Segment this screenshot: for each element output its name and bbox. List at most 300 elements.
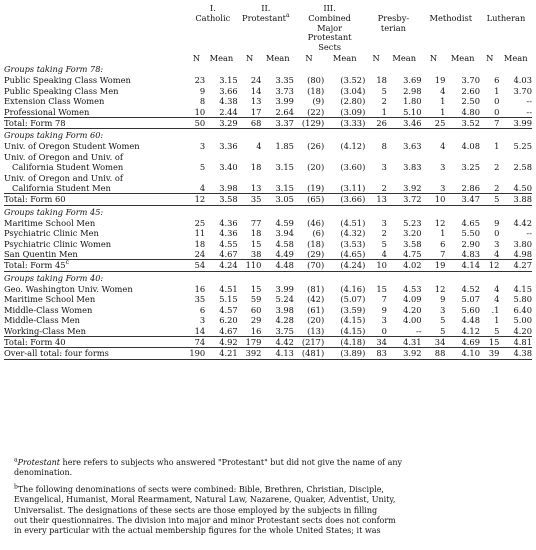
- cell-pr-m: 4.53: [403, 283, 422, 294]
- cell-cm-m: (4.24): [324, 260, 365, 271]
- cell-pr-m: 5.23: [403, 217, 422, 228]
- cell-cm-m: (3.33): [324, 118, 365, 129]
- cell-c-n: 50: [188, 118, 205, 129]
- cell-c-m: 3.66: [219, 85, 238, 96]
- cell-pr-n: 2: [381, 228, 387, 239]
- group-header-row: [4, 129, 532, 142]
- cell-lu-m: 4.50: [513, 183, 532, 194]
- cell-p-m: 5.24: [275, 294, 294, 305]
- cell-c-m: 4.57: [219, 304, 238, 315]
- cell-lu-n: 9: [494, 217, 500, 228]
- cell-c-n: 14: [194, 325, 206, 336]
- cell-pr-m: 3.69: [403, 75, 422, 86]
- cell-c-m: 4.36: [219, 217, 238, 228]
- cell-me-m: 4.48: [461, 315, 480, 326]
- cell-p-m: 4.59: [275, 217, 294, 228]
- cell-lu-n: 39: [480, 348, 499, 359]
- cell-p-m: 2.64: [275, 106, 294, 117]
- cell-lu-n: 4: [494, 294, 500, 305]
- group-title: Groups taking Form 78:: [4, 64, 104, 75]
- cell-p-n: 4: [256, 141, 262, 152]
- cell-pr-m: 4.20: [403, 304, 422, 315]
- mean-header: Mean: [265, 52, 290, 63]
- cell-lu-n: .1: [491, 304, 500, 315]
- cell-lu-m: 5.25: [513, 141, 532, 152]
- cell-c-n: 25: [194, 217, 206, 228]
- cell-cm-m: (3.09): [340, 106, 366, 117]
- n-header: N: [245, 52, 254, 63]
- cell-c-m: 4.36: [219, 228, 238, 239]
- cell-lu-n: 5: [480, 194, 499, 205]
- cell-cm-m: (4.32): [340, 228, 366, 239]
- catholic-header: I. Catholic: [195, 4, 231, 23]
- group-title: Groups taking Form 60:: [4, 130, 104, 141]
- cell-cm-m: (4.12): [340, 141, 366, 152]
- row-label: Geo. Washington Univ. Women: [4, 283, 133, 294]
- cell-lu-m: --: [526, 106, 532, 117]
- cell-lu-m: 4.98: [513, 249, 532, 260]
- cell-me-n: 4: [440, 85, 446, 96]
- cell-cm-n: (42): [307, 294, 325, 305]
- cell-cm-m: (3.59): [340, 304, 366, 315]
- cell-pr-n: 3: [381, 315, 387, 326]
- cell-lu-n: 0: [494, 106, 500, 117]
- cell-me-m: 2.50: [461, 96, 480, 107]
- row-label: San Quentin Men: [4, 249, 78, 260]
- cell-cm-n: (22): [307, 106, 325, 117]
- cell-c-m: 2.44: [219, 106, 238, 117]
- cell-me-m: 5.50: [461, 228, 480, 239]
- cell-cm-m: (4.51): [340, 217, 366, 228]
- cell-p-n: 14: [250, 85, 262, 96]
- cell-p-m: 3.37: [261, 118, 293, 129]
- cell-c-m: 4.67: [219, 325, 238, 336]
- cell-lu-m: 3.70: [513, 85, 532, 96]
- cell-c-n: 6: [199, 304, 206, 315]
- table-row: [4, 86, 532, 96]
- cell-pr-m: 3.46: [387, 118, 422, 129]
- cell-pr-n: 8: [381, 141, 387, 152]
- cell-lu-n: 3: [494, 238, 500, 249]
- cell-pr-n: 7: [381, 294, 387, 305]
- cell-c-m: 4.24: [205, 260, 237, 271]
- cell-c-n: 35: [194, 294, 206, 305]
- cell-lu-n: 15: [480, 336, 499, 347]
- row-label: Total: Form 40: [4, 336, 188, 347]
- cell-lu-n: 12: [480, 260, 499, 271]
- lutheran-header: Lutheran: [486, 12, 526, 23]
- cell-p-m: 3.73: [275, 85, 294, 96]
- cell-pr-n: 15: [376, 283, 387, 294]
- cell-pr-n: 34: [365, 336, 387, 347]
- cell-c-m: 3.40: [219, 162, 238, 173]
- cell-pr-m: 5.10: [403, 106, 422, 117]
- footnote-a-text: here refers to subjects who answered "Protestant" but did not give the name of any: [60, 458, 403, 467]
- cell-lu-n: 2: [494, 183, 500, 194]
- cell-pr-m: 3.72: [387, 194, 422, 205]
- group-header-row: [4, 205, 532, 218]
- cell-c-m: 4.92: [205, 336, 237, 347]
- cell-lu-n: 4: [494, 283, 500, 294]
- cell-cm-n: (65): [294, 194, 324, 205]
- row-label: Total: Form 78: [4, 118, 188, 129]
- n-mean-header-row: [4, 53, 532, 63]
- cell-me-m: 4.80: [461, 106, 480, 117]
- cell-cm-n: (217): [294, 336, 324, 347]
- cell-cm-n: (20): [307, 315, 325, 326]
- cell-me-m: 4.10: [445, 348, 480, 359]
- mean-header: Mean: [392, 52, 417, 63]
- n-header: N: [192, 52, 201, 63]
- cell-pr-m: 3.92: [387, 348, 422, 359]
- footnotes: [14, 458, 528, 543]
- overall-total-row: [4, 348, 532, 359]
- table-row: [4, 305, 532, 315]
- protestant-header: II. Protestant$^a$: [242, 4, 290, 23]
- row-label: Psychiatric Clinic Men: [4, 228, 99, 239]
- cell-c-m: 3.29: [205, 118, 237, 129]
- cell-p-n: 392: [238, 348, 262, 359]
- row-label: Professional Women: [4, 106, 90, 117]
- cell-pr-m: 4.02: [387, 260, 422, 271]
- cell-me-m: 5.60: [461, 304, 480, 315]
- cell-cm-n: (26): [307, 141, 325, 152]
- cell-lu-n: 1: [494, 141, 500, 152]
- row-label: Maritime School Men: [4, 294, 96, 305]
- presbyterian-header: Presby- terian: [377, 12, 410, 33]
- cell-c-n: 8: [199, 96, 206, 107]
- cell-cm-m: (5.07): [340, 294, 366, 305]
- cell-lu-m: 4.15: [513, 283, 532, 294]
- cell-me-n: 19: [434, 75, 446, 86]
- cell-lu-m: 5.80: [513, 294, 532, 305]
- cell-p-n: 110: [238, 260, 262, 271]
- n-header: N: [429, 52, 438, 63]
- table-row: [4, 249, 532, 260]
- cell-lu-n: 0: [494, 96, 500, 107]
- cell-cm-m: (4.16): [340, 283, 366, 294]
- table-row: [4, 152, 532, 173]
- cell-pr-n: 5: [381, 238, 387, 249]
- cell-pr-n: 9: [381, 304, 387, 315]
- table-row: [4, 218, 532, 228]
- cell-p-n: 35: [238, 194, 262, 205]
- cell-lu-n: 1: [494, 85, 500, 96]
- cell-pr-n: 2: [381, 96, 387, 107]
- religion-scores-table: [4, 4, 532, 360]
- cell-pr-n: 10: [365, 260, 387, 271]
- methodist-header: Methodist: [429, 12, 473, 23]
- row-label: Univ. of Oregon and Univ. of California Student Women: [4, 151, 124, 173]
- cell-me-m: 3.47: [445, 194, 480, 205]
- group-title: Groups taking Form 40:: [4, 272, 104, 283]
- cell-me-n: 1: [440, 96, 446, 107]
- cell-c-m: 4.55: [219, 238, 238, 249]
- cell-p-m: 3.75: [275, 325, 294, 336]
- cell-me-n: 10: [422, 194, 446, 205]
- cell-c-n: 9: [199, 85, 206, 96]
- cell-me-m: 2.90: [461, 238, 480, 249]
- table-row: [4, 326, 532, 337]
- cell-me-n: 4: [440, 141, 446, 152]
- cell-p-n: 77: [250, 217, 262, 228]
- cell-c-m: 3.15: [219, 75, 238, 86]
- cell-lu-m: 3.99: [499, 118, 532, 129]
- cell-p-n: 60: [250, 304, 262, 315]
- row-label: Extension Class Women: [4, 96, 105, 107]
- cell-me-n: 12: [434, 217, 446, 228]
- cell-me-n: 9: [440, 294, 446, 305]
- cell-c-n: 24: [194, 249, 206, 260]
- n-header: N: [305, 52, 313, 63]
- cell-me-n: 3: [440, 183, 446, 194]
- cell-lu-n: 5: [494, 325, 500, 336]
- cell-me-n: 5: [440, 315, 446, 326]
- table-row: [4, 96, 532, 106]
- cell-c-n: 5: [199, 162, 206, 173]
- cell-pr-n: 0: [381, 325, 387, 336]
- mean-header: Mean: [332, 52, 357, 63]
- row-label: Middle-Class Women: [4, 304, 93, 315]
- cell-me-n: 19: [422, 260, 446, 271]
- cell-cm-n: (481): [294, 348, 324, 359]
- cell-cm-n: (129): [294, 118, 324, 129]
- cell-me-m: 2.86: [461, 183, 480, 194]
- cell-me-m: 5.07: [461, 294, 480, 305]
- cell-me-m: 2.60: [461, 85, 480, 96]
- cell-me-m: 4.69: [445, 336, 480, 347]
- cell-pr-n: 13: [365, 194, 387, 205]
- cell-me-n: 5: [440, 325, 446, 336]
- cell-me-m: 4.12: [461, 325, 480, 336]
- cell-p-m: 4.28: [275, 315, 294, 326]
- cell-p-m: 3.99: [275, 96, 294, 107]
- row-label: Working-Class Men: [4, 325, 86, 336]
- footnote-b: $^b$The following denominations of sects were combined: Bible, Brethren, Christian, Disciple, Evangelical, Humanist, Moral Rearmament, Natural Law, Nazarene, Quaker, Adventist, Unity, Universalist. The designations of these sects are those employed by the subjects in filling out their questionnaires. The division into major and minor Protestant sects does not conform in every particular with the actual membership figures for the whole United States; it was: [14, 483, 396, 536]
- cell-p-m: 3.15: [275, 183, 294, 194]
- n-header: N: [372, 52, 380, 63]
- table-row: [4, 294, 532, 304]
- cell-c-m: 3.58: [205, 194, 237, 205]
- row-label: Over-all total: four forms: [4, 348, 188, 359]
- row-label: Public Speaking Class Women: [4, 75, 131, 86]
- cell-cm-n: (9): [312, 96, 325, 107]
- cell-me-m: 3.52: [445, 118, 480, 129]
- row-label: Middle-Class Men: [4, 315, 80, 326]
- row-label: Total: Form 45$^c$: [4, 260, 188, 271]
- cell-c-m: 4.38: [219, 96, 238, 107]
- cell-c-n: 3: [199, 315, 206, 326]
- total-row: [4, 260, 532, 271]
- cell-p-m: 3.35: [275, 75, 294, 86]
- column-header-row: [4, 4, 532, 53]
- total-row: [4, 336, 532, 347]
- cell-c-n: 74: [188, 336, 205, 347]
- cell-c-n: 10: [194, 106, 206, 117]
- cell-me-n: 34: [422, 336, 446, 347]
- cell-c-m: 3.36: [219, 141, 238, 152]
- cell-me-m: 3.70: [461, 75, 480, 86]
- cell-lu-m: 6.40: [513, 304, 532, 315]
- cell-cm-n: (61): [307, 304, 325, 315]
- cell-p-m: 4.48: [261, 260, 293, 271]
- cell-lu-n: 7: [480, 118, 499, 129]
- mean-header: Mean: [503, 52, 528, 63]
- cell-p-n: 38: [250, 249, 262, 260]
- cell-pr-n: 5: [381, 85, 387, 96]
- cell-cm-n: (19): [307, 183, 325, 194]
- total-row: [4, 118, 532, 129]
- cell-me-n: 3: [440, 304, 446, 315]
- cell-p-m: 4.42: [261, 336, 293, 347]
- cell-cm-n: (80): [307, 75, 325, 86]
- cell-c-n: 190: [189, 348, 206, 359]
- cell-lu-m: 4.27: [499, 260, 532, 271]
- cell-pr-m: 4.75: [403, 249, 422, 260]
- cell-lu-n: 1: [494, 315, 500, 326]
- row-label: Univ. of Oregon Student Women: [4, 141, 140, 152]
- cell-c-m: 3.98: [219, 183, 238, 194]
- cell-p-n: 59: [250, 294, 262, 305]
- cell-lu-m: 4.20: [513, 325, 532, 336]
- cell-me-n: 6: [440, 238, 446, 249]
- cell-p-n: 15: [250, 283, 262, 294]
- table-row: [4, 75, 532, 85]
- cell-lu-n: 4: [494, 249, 500, 260]
- footnote-b-text: The following denominations of sects were combined: Bible, Brethren, Christian, Disciple,: [17, 484, 384, 494]
- cell-p-m: 4.58: [275, 238, 294, 249]
- cell-me-n: 12: [434, 283, 446, 294]
- cell-p-n: 13: [250, 96, 262, 107]
- cell-cm-m: (3.52): [340, 75, 366, 86]
- cell-pr-m: 2.98: [403, 85, 422, 96]
- group-header-row: [4, 271, 532, 284]
- footnote-a: $^a$Protestant here refers to subjects who answered "Protestant" but did not give the name of any denomination.: [14, 456, 403, 478]
- cell-pr-m: 3.63: [403, 141, 422, 152]
- cell-me-m: 4.83: [461, 249, 480, 260]
- cell-pr-n: 3: [381, 217, 387, 228]
- cell-c-n: 3: [199, 141, 206, 152]
- cell-pr-n: 4: [381, 249, 387, 260]
- table-row: [4, 107, 532, 118]
- cell-lu-m: --: [526, 228, 532, 239]
- cell-me-m: 4.65: [461, 217, 480, 228]
- cell-cm-m: (3.60): [340, 162, 366, 173]
- cell-p-n: 16: [250, 325, 262, 336]
- cell-p-n: 17: [250, 106, 262, 117]
- cell-pr-m: 3.20: [403, 228, 422, 239]
- cell-c-n: 12: [188, 194, 205, 205]
- cell-lu-m: 4.38: [499, 348, 532, 359]
- cell-pr-m: 4.00: [403, 315, 422, 326]
- combined-sects-header: III. Combined Major Protestant Sects: [307, 4, 352, 53]
- row-label: Public Speaking Class Men: [4, 85, 119, 96]
- cell-cm-n: (81): [307, 283, 325, 294]
- cell-lu-n: 6: [494, 75, 500, 86]
- cell-cm-n: (70): [294, 260, 324, 271]
- cell-me-n: 1: [440, 228, 446, 239]
- group-title: Groups taking Form 45:: [4, 206, 104, 217]
- cell-me-n: 7: [440, 249, 446, 260]
- group-header-row: [4, 63, 532, 75]
- cell-c-m: 4.67: [219, 249, 238, 260]
- cell-pr-n: 1: [381, 106, 387, 117]
- cell-lu-m: 4.42: [513, 217, 532, 228]
- row-label: Total: Form 60: [4, 194, 188, 205]
- cell-cm-m: (3.04): [340, 85, 366, 96]
- cell-me-n: 25: [422, 118, 446, 129]
- cell-c-n: 18: [194, 238, 206, 249]
- cell-me-m: 3.25: [461, 162, 480, 173]
- row-label: Psychiatric Clinic Women: [4, 238, 112, 249]
- cell-lu-m: 3.88: [499, 194, 532, 205]
- cell-cm-m: (4.18): [324, 336, 365, 347]
- cell-cm-n: (18): [307, 238, 325, 249]
- table-row: [4, 141, 532, 151]
- cell-p-n: 29: [250, 315, 262, 326]
- cell-lu-n: 0: [494, 228, 500, 239]
- cell-p-m: 3.99: [275, 283, 294, 294]
- cell-lu-m: 4.81: [499, 336, 532, 347]
- cell-p-m: 3.05: [261, 194, 293, 205]
- mean-header: Mean: [450, 52, 475, 63]
- cell-c-n: 23: [194, 75, 206, 86]
- cell-p-n: 13: [250, 183, 262, 194]
- row-label: Maritime School Men: [4, 217, 96, 228]
- cell-lu-m: 2.58: [513, 162, 532, 173]
- stub-header: [4, 4, 188, 53]
- table-row: [4, 284, 532, 294]
- cell-pr-m: 4.09: [403, 294, 422, 305]
- total-row: [4, 194, 532, 205]
- cell-p-n: 68: [238, 118, 262, 129]
- cell-c-m: 4.21: [205, 348, 237, 359]
- cell-c-n: 11: [194, 228, 206, 239]
- cell-cm-m: (3.66): [324, 194, 365, 205]
- cell-pr-m: 4.31: [387, 336, 422, 347]
- cell-me-m: 4.14: [445, 260, 480, 271]
- cell-p-n: 24: [250, 75, 262, 86]
- cell-cm-n: (20): [307, 162, 325, 173]
- cell-pr-n: 3: [381, 162, 387, 173]
- cell-c-m: 4.51: [219, 283, 238, 294]
- cell-pr-n: 18: [376, 75, 387, 86]
- table-row: [4, 315, 532, 325]
- cell-lu-m: --: [526, 96, 532, 107]
- cell-me-m: 4.52: [461, 283, 480, 294]
- cell-p-n: 15: [250, 238, 262, 249]
- n-header: N: [486, 52, 494, 63]
- cell-pr-n: 2: [381, 183, 387, 194]
- cell-lu-m: 5.00: [513, 315, 532, 326]
- cell-c-n: 54: [188, 260, 205, 271]
- mean-header: Mean: [209, 52, 234, 63]
- cell-cm-m: (4.65): [340, 249, 366, 260]
- cell-p-m: 4.49: [275, 249, 294, 260]
- cell-p-n: 179: [238, 336, 262, 347]
- cell-c-m: 5.15: [219, 294, 238, 305]
- cell-p-m: 3.98: [275, 304, 294, 315]
- table-row: [4, 173, 532, 194]
- cell-cm-n: (13): [307, 325, 325, 336]
- cell-cm-m: (3.89): [324, 348, 365, 359]
- table-row: [4, 239, 532, 249]
- cell-p-m: 3.94: [275, 228, 294, 239]
- cell-cm-m: (4.15): [340, 315, 366, 326]
- cell-pr-m: 1.80: [403, 96, 422, 107]
- cell-me-n: 88: [422, 348, 446, 359]
- cell-cm-m: (4.15): [340, 325, 366, 336]
